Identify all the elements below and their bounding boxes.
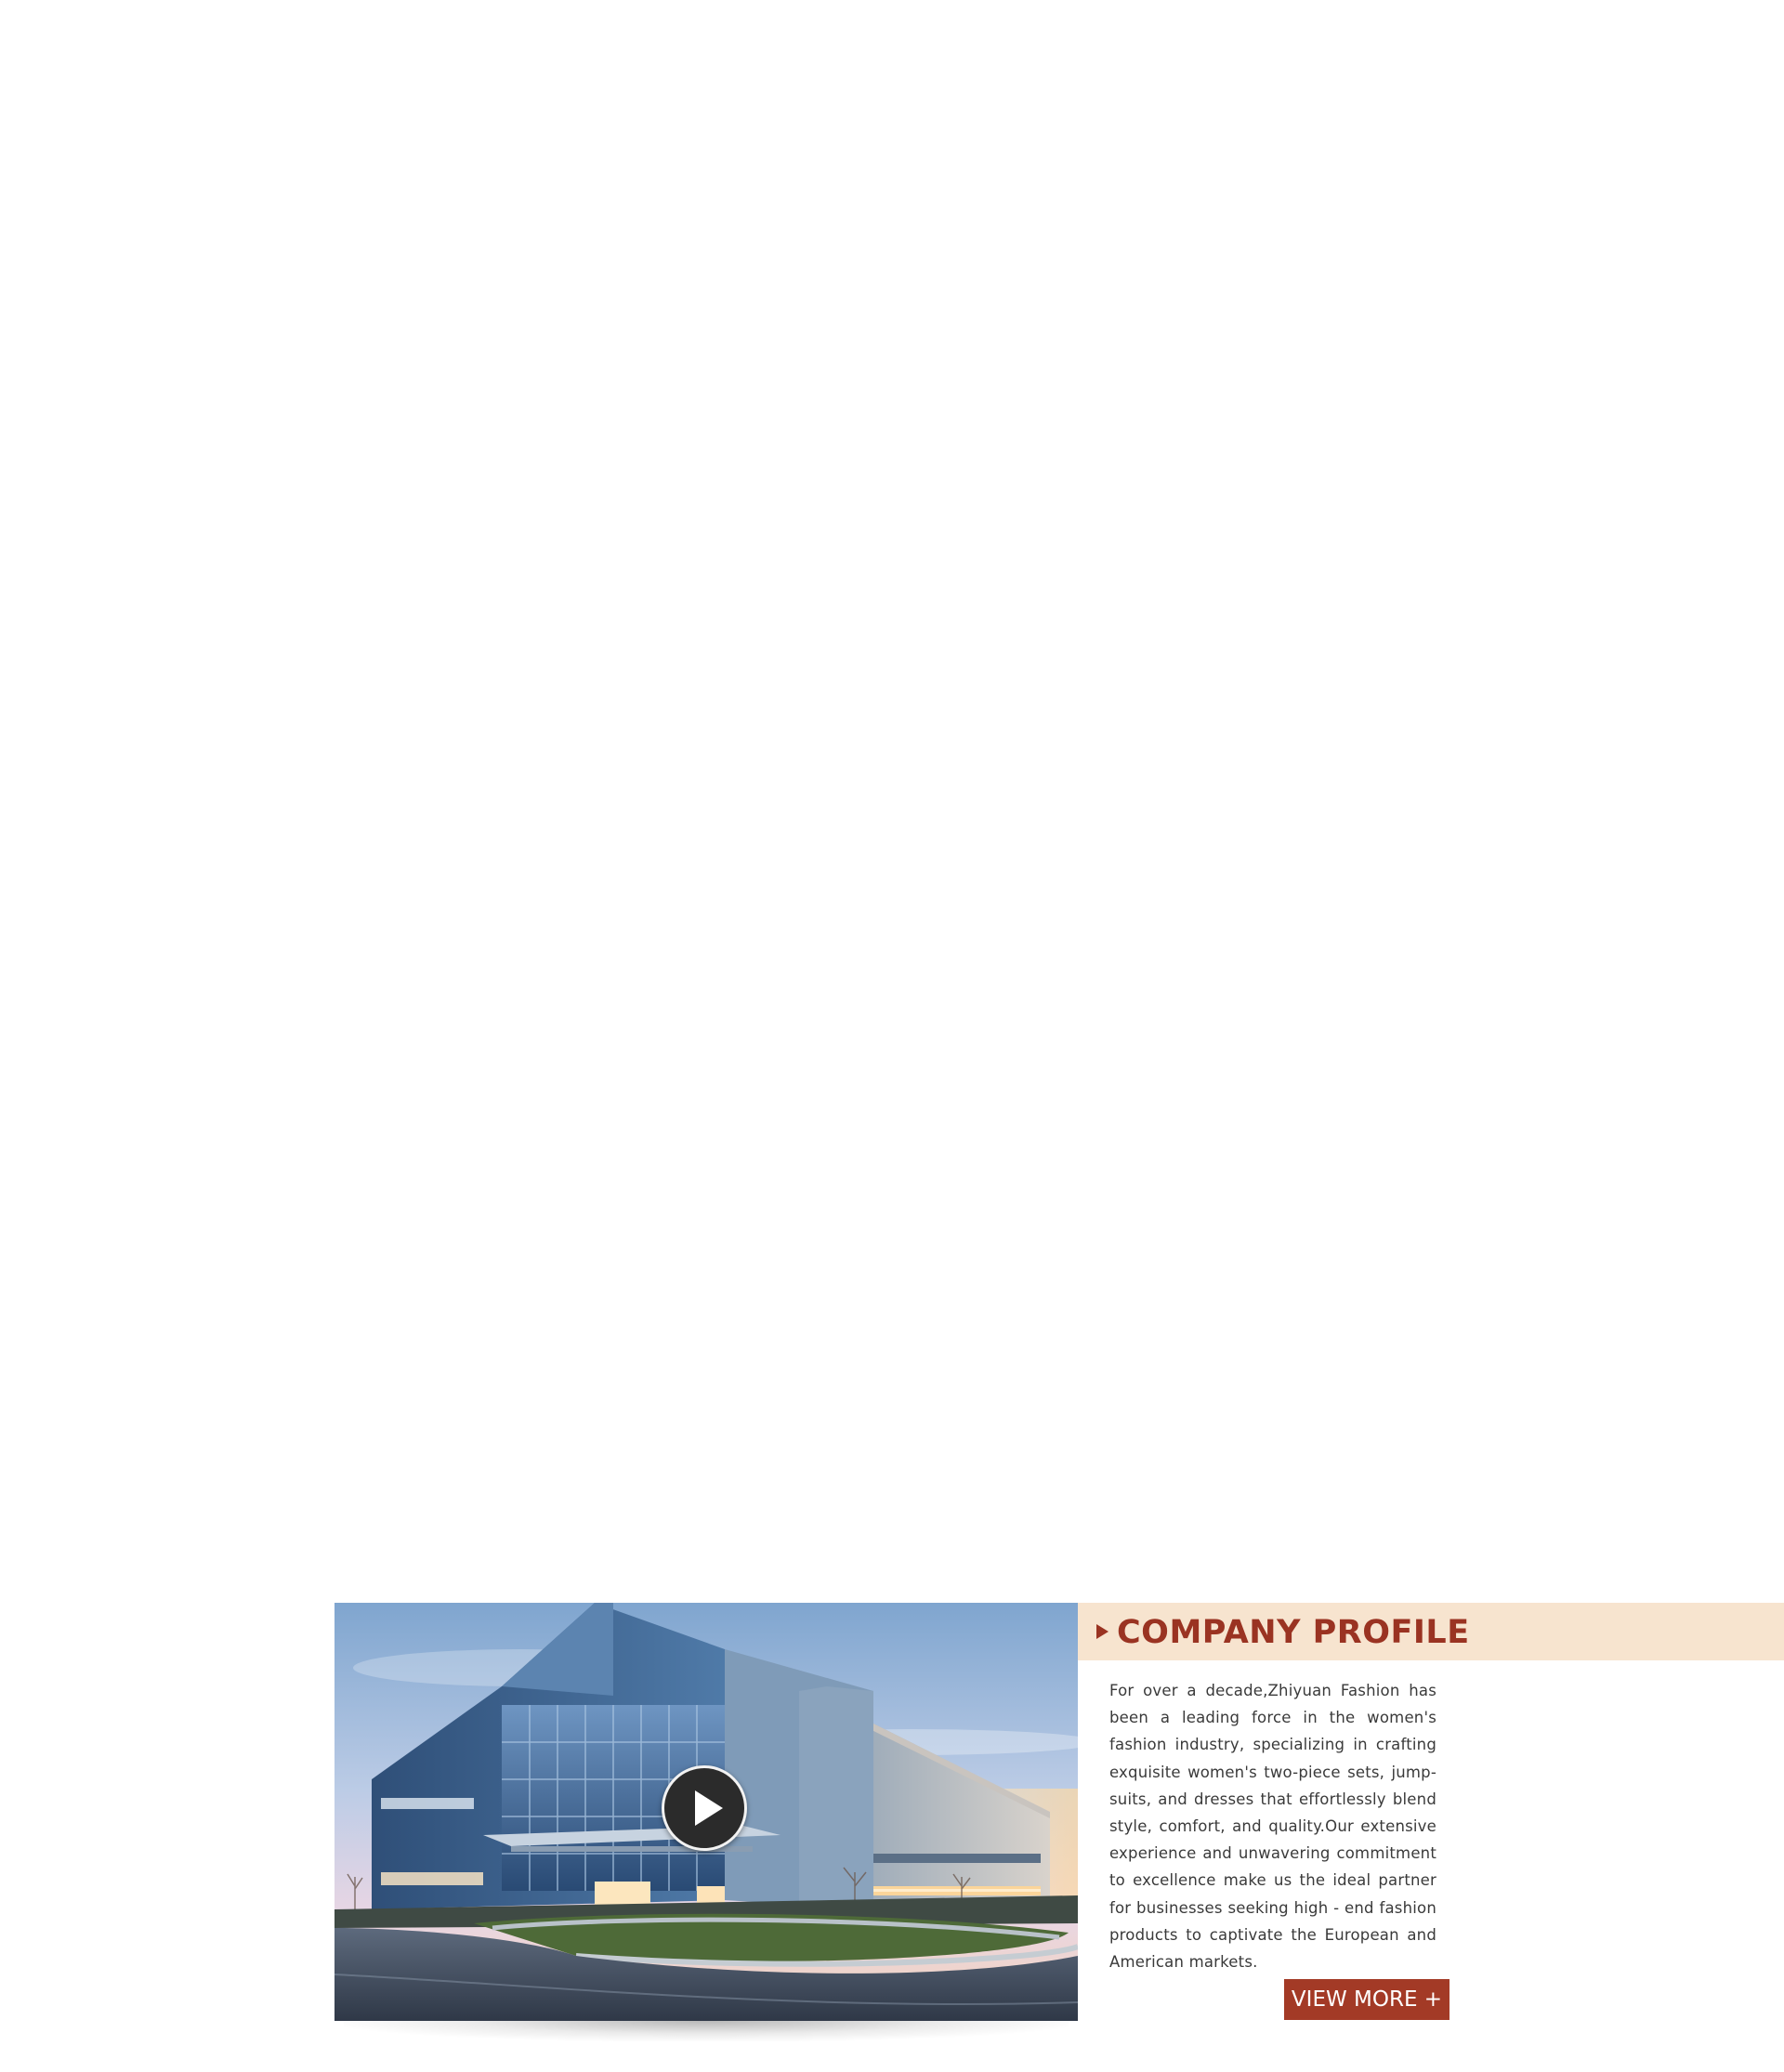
- profile-header: [1078, 1603, 1784, 1660]
- play-icon: [664, 1768, 744, 1848]
- company-description: For over a decade,Zhiyuan Fashion has been a leading force in the women's fashion industry, specializing in crafting exquisite women's two-piece sets, jump-suits, and dresses that effortlessly blend style, comfort, and quality.Our extensive experience and unwavering commitment to excellence make us the ideal partner for businesses seeking high - end fashion products to captivate the European and American markets.: [1109, 1682, 1436, 1972]
- play-button[interactable]: [662, 1765, 747, 1851]
- section-title: COMPANY PROFILE: [1117, 1614, 1470, 1651]
- triangle-right-icon: [1096, 1624, 1108, 1639]
- company-profile-section: [334, 1603, 1784, 2039]
- company-video[interactable]: [334, 1603, 1078, 2021]
- view-more-button[interactable]: VIEW MORE +: [1284, 1979, 1450, 2020]
- video-shadow: [344, 2021, 1069, 2041]
